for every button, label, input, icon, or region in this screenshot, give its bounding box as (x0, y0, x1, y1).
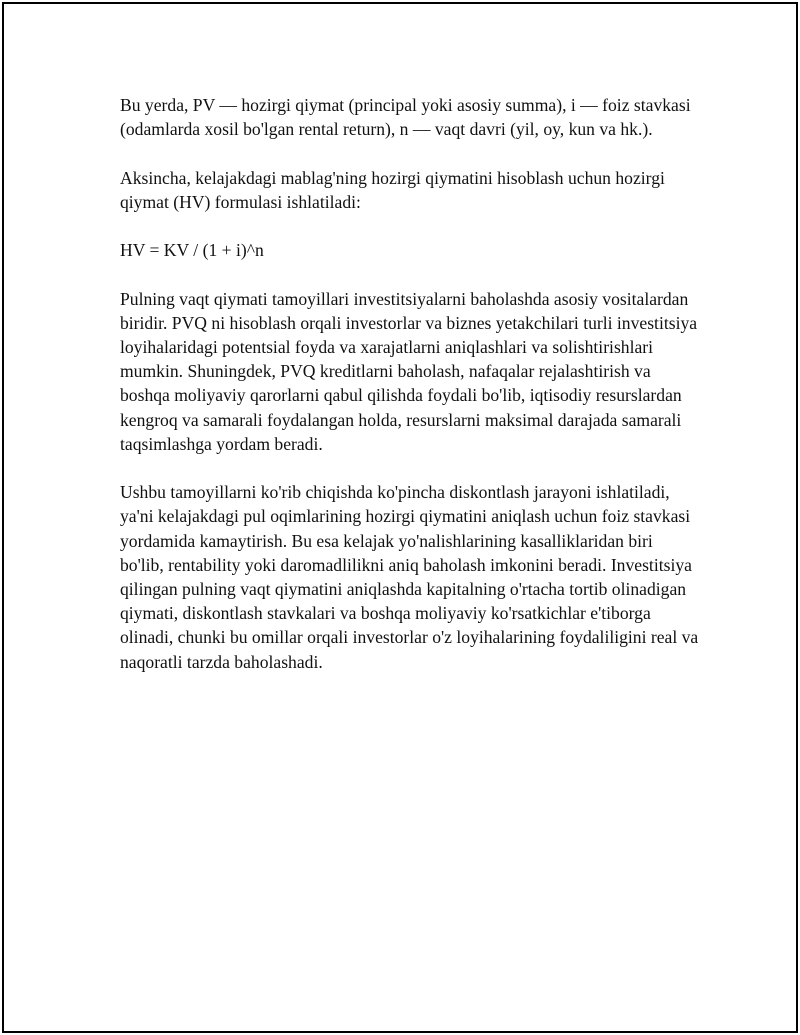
document-body (120, 93, 700, 698)
paragraph-discounting: Ushbu tamoyillarni ko'rib chiqishda ko'pincha diskontlash jarayoni ishlatiladi, ya'ni kelajakdagi pul oqimlarining hozirgi qiymatini aniqlash uchun foiz stavkasi yordamida kamaytirish. Bu esa kelajak yo'nalishlarining kasalliklaridan biri bo'lib, rentability yoki daromadlilikni aniq baholash imkonini beradi. Investitsiya qilingan pulning vaqt qiymatini aniqlashda kapitalning o'rtacha tortib olinadigan qiymati, diskontlash stavkalari va boshqa moliyaviy ko'rsatkichlar e'tiborga olinadi, chunki bu omillar orqali investorlar o'z loyihalarining foydaliligini real va naqoratli tarzda baholashadi. (120, 482, 699, 672)
paragraph-definitions: Bu yerda, PV — hozirgi qiymat (principal yoki asosiy summa), i — foiz stavkasi (odamlarda xosil bo'lgan rental return), n — vaqt davri (yil, oy, kun va hk.). (120, 95, 691, 140)
paragraph-time-value-principles: Pulning vaqt qiymati tamoyillari investitsiyalarni baholashda asosiy vositalardan biridir. PVQ ni hisoblash orqali investorlar va biznes yetakchilari turli investitsiya loyihalaridagi potentsial foyda va xarajatlarni aniqlashlari va solishtirishlari mumkin. Shuningdek, PVQ kreditlarni baholash, nafaqalar rejalashtirish va boshqa moliyaviy qarorlarni qabul qilishda foydali bo'lib, iqtisodiy resurslardan kengroq va samarali foydalangan holda, resurslarni maksimal darajada samarali taqsimlashga yordam beradi. (120, 288, 698, 454)
document-page (2, 2, 798, 1033)
formula-present-value: HV = KV / (1 + i)^n (120, 240, 264, 261)
paragraph-present-value-intro: Aksincha, kelajakdagi mablag'ning hozirgi qiymatini hisoblash uchun hozirgi qiymat (HV) formulasi ishlatiladi: (120, 167, 665, 212)
